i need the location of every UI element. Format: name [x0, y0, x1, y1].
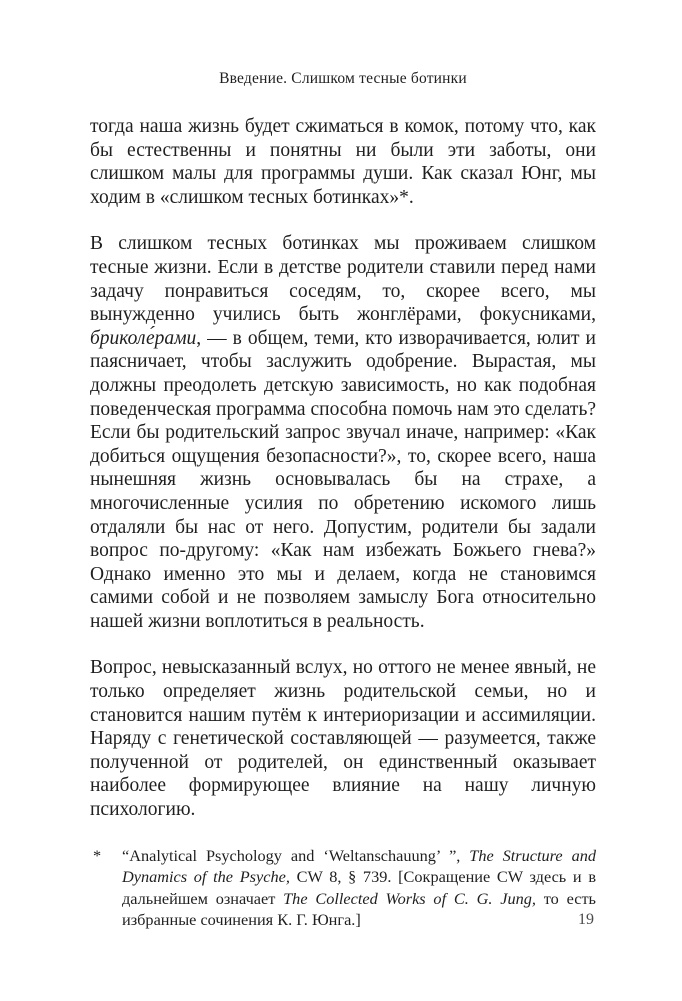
footnote-text — [122, 846, 596, 930]
text-run: CW 8, § 739. [Сокращение CW здесь и в дальнейшем означает — [122, 867, 597, 908]
text-run: В слишком тесных ботинках мы проживаем слишком тесные жизни. Если в детстве родители ставили перед нами задачу понравиться соседям, то, скорее всего, мы вынужденно учились быть жонглёрами, фокусниками, — [90, 233, 596, 326]
text-run: Вопрос, невысказанный вслух, но оттого не менее явный, не только определяет жизнь родительской семьи, но и становится нашим путём к интериоризации и ассимиляции. Наряду с генетической составляющей — разумеется, также полученной от родителей, он единственный оказывает наиболее формирующее влияние на нашу личную психологию. — [90, 657, 596, 821]
text-run: “Analytical Psychology and ‘Weltanschauung’ ”, — [122, 845, 470, 865]
body-text — [90, 115, 596, 822]
text-run: тогда наша жизнь будет сжиматься в комок, потому что, как бы естественны и понятны ни были эти заботы, они слишком малы для программы души. Как сказал Юнг, мы ходим в «слишком тесных ботинках»*. — [90, 116, 596, 208]
running-head: Введение. Слишком тесные ботинки — [219, 70, 467, 87]
italic-text-run: The Collected Works of C. G. Jung, — [283, 888, 536, 908]
text-run: то есть избранные сочинения К. Г. Юнга.] — [122, 888, 596, 930]
italic-text-run: бриколе́рами — [90, 327, 197, 349]
italic-text-run: The Structure and Dynamics of the Psyche, — [122, 845, 596, 887]
footnote — [90, 845, 596, 931]
footnote-marker: * — [93, 845, 102, 865]
paragraph — [90, 232, 596, 633]
text-run: , — в общем, теми, кто изворачивается, юлит и паясничает, чтобы заслужить одобрение. Вырастая, мы должны преодолеть детскую зависимость, но как подобная поведенческая программа способна помочь нам это сделать? Если бы родительский запрос звучал иначе, например: «Как добиться ощущения безопасности?», то, скорее всего, наша нынешняя жизнь основывалась бы на страхе, а многочисленные усилия по обретению искомого лишь отдаляли бы нас от него. Допустим, родители бы задали вопрос по-другому: «Как нам избежать Божьего гнева?» Однако именно это мы и делаем, когда не становимся самими собой и не позволяем замыслу Бога относительно нашей жизни воплотиться в реальность. — [90, 327, 596, 632]
page-number: 19 — [578, 911, 594, 928]
paragraph — [90, 115, 596, 209]
paragraph — [90, 656, 596, 821]
